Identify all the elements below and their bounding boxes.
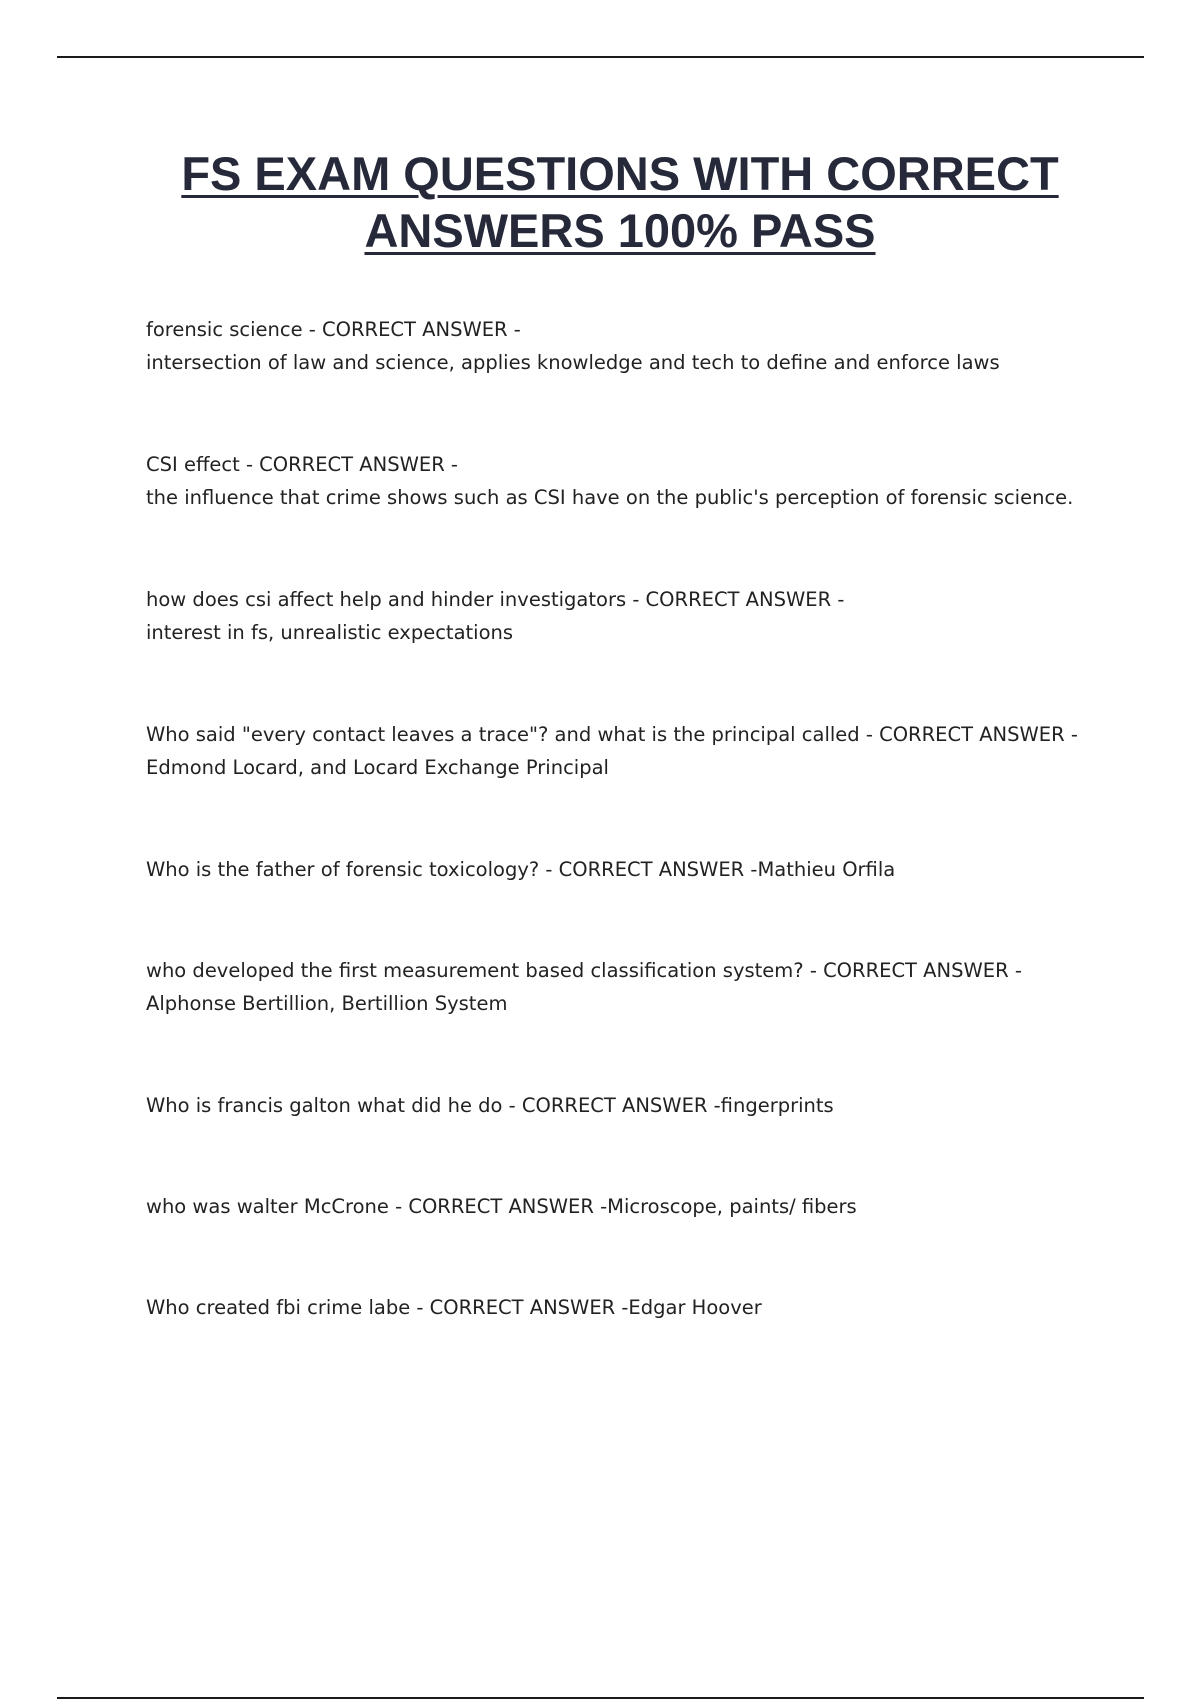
answer-text: Alphonse Bertillion, Bertillion System bbox=[146, 992, 508, 1015]
qa-item bbox=[146, 583, 1146, 718]
question-answer-text: Who created fbi crime labe - CORRECT ANSWER -Edgar Hoover bbox=[146, 1296, 762, 1319]
answer-text: Edmond Locard, and Locard Exchange Principal bbox=[146, 756, 609, 779]
qa-item bbox=[146, 313, 1146, 448]
qa-item bbox=[146, 448, 1146, 583]
question-text: how does csi affect help and hinder investigators - CORRECT ANSWER - bbox=[146, 588, 845, 611]
question-answer-text: Who is the father of forensic toxicology? - CORRECT ANSWER -Mathieu Orfila bbox=[146, 858, 896, 881]
qa-item bbox=[146, 954, 1146, 1089]
question-text: who developed the first measurement based classification system? - CORRECT ANSWER - bbox=[146, 959, 1022, 982]
question-text: forensic science - CORRECT ANSWER - bbox=[146, 318, 521, 341]
qa-item bbox=[146, 1089, 1146, 1190]
qa-item bbox=[146, 718, 1146, 853]
answer-text: the influence that crime shows such as CSI have on the public's perception of forensic science. bbox=[146, 486, 1074, 509]
bottom-rule bbox=[57, 1697, 1144, 1699]
answer-text: intersection of law and science, applies knowledge and tech to define and enforce laws bbox=[146, 351, 1000, 374]
document-title: FS EXAM QUESTIONS WITH CORRECT ANSWERS 100% PASS bbox=[181, 147, 1059, 257]
qa-item bbox=[146, 853, 1146, 954]
question-text: CSI effect - CORRECT ANSWER - bbox=[146, 453, 458, 476]
qa-list bbox=[146, 313, 1146, 1392]
question-answer-text: Who is francis galton what did he do - CORRECT ANSWER -fingerprints bbox=[146, 1094, 834, 1117]
question-text: Who said "every contact leaves a trace"? and what is the principal called - CORRECT ANSWER - bbox=[146, 723, 1078, 746]
qa-item bbox=[146, 1291, 1146, 1392]
top-rule bbox=[57, 56, 1144, 58]
qa-item bbox=[146, 1190, 1146, 1291]
question-answer-text: who was walter McCrone - CORRECT ANSWER -Microscope, paints/ fibers bbox=[146, 1195, 857, 1218]
answer-text: interest in fs, unrealistic expectations bbox=[146, 621, 514, 644]
